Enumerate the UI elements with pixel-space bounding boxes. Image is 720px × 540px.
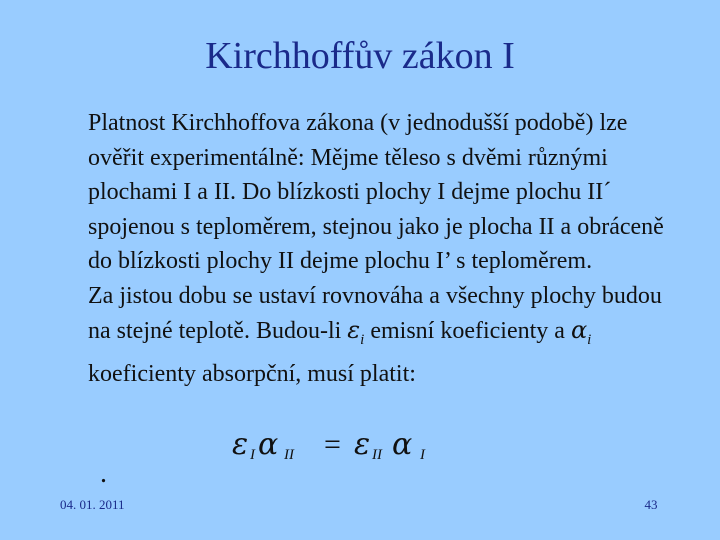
epsilon-subscript: i xyxy=(360,331,365,348)
paragraph-2-part-3: koeficienty absorpční, musí platit: xyxy=(88,361,416,388)
paragraph-2 xyxy=(88,279,688,392)
formula-sub-2: II xyxy=(284,447,294,463)
empty-bullet: . xyxy=(100,458,107,489)
formula-alpha-2: α xyxy=(392,427,413,462)
formula-alpha-1: α xyxy=(258,427,279,462)
paragraph-2-part-1: Za jistou dobu se ustaví rovnováha a všechny plochy budou na stejné teplotě. Budou-li xyxy=(88,282,662,344)
slide-title: Kirchhoffův zákon I xyxy=(205,35,515,77)
formula-sub-3: II xyxy=(372,447,382,463)
footer-date: 04. 01. 2011 xyxy=(60,497,125,512)
formula-eps-2: ε xyxy=(354,427,371,462)
formula-eps-1: ε xyxy=(232,427,249,462)
page-number: 43 xyxy=(644,497,658,512)
alpha-subscript: i xyxy=(587,331,592,348)
epsilon-symbol: ε xyxy=(347,316,361,344)
alpha-symbol: α xyxy=(570,316,588,344)
formula-equals: = xyxy=(324,428,341,461)
formula-sub-4: I xyxy=(420,447,425,463)
paragraph-2-part-2: emisní koeficienty a xyxy=(364,318,571,344)
kirchhoff-formula xyxy=(232,426,442,466)
slide-body xyxy=(88,106,688,392)
formula-sub-1: I xyxy=(250,447,255,463)
paragraph-1: Platnost Kirchhoffova zákona (v jednodušší podobě) lze ověřit experimentálně: Mějme těleso s dvěmi různými plochami I a II. Do blízkosti plochy I dejme plochu II´ spojenou s teploměrem, stejnou jako je plocha II a obráceně do blízkosti plochy II dejme plochu I’ s teploměrem. xyxy=(88,110,664,274)
